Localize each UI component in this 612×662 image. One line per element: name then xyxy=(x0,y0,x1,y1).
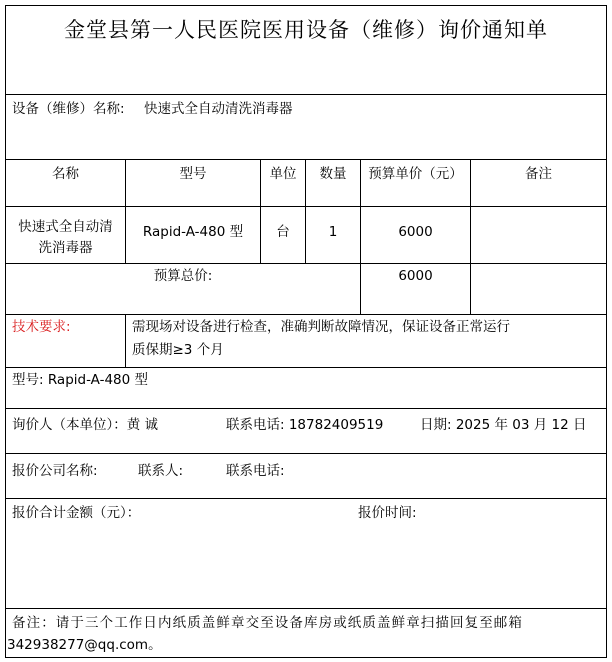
header-cell-price xyxy=(361,160,471,206)
budget-total-label-cell xyxy=(6,264,361,314)
model-row xyxy=(5,367,607,409)
inquirer-date: 日期: 2025 年 03 月 12 日 xyxy=(420,417,587,433)
equipment-name-row xyxy=(5,94,607,160)
header-cell-note xyxy=(471,160,606,206)
inquirer-label: 询价人（本单位）：黄 诚 xyxy=(12,417,159,433)
header-unit: 单位 xyxy=(269,166,297,182)
data-cell-unit xyxy=(261,207,306,263)
header-qty: 数量 xyxy=(319,166,347,182)
header-name: 名称 xyxy=(52,166,79,182)
data-cell-name xyxy=(6,207,126,263)
remark-line-1: 备注：请于三个工作日内纸质盖鲜章交至设备库房或纸质盖鲜章扫描回复至邮箱 xyxy=(12,615,523,631)
quote-time-label: 报价时间: xyxy=(358,505,417,521)
header-cell-qty xyxy=(306,160,361,206)
item-unit: 台 xyxy=(276,224,290,240)
remark-line-2: 342938277@qq.com。 xyxy=(7,637,162,653)
item-name: 快速式全自动清洗消毒器 xyxy=(18,219,113,256)
tech-label: 技术要求: xyxy=(12,319,71,335)
item-price: 6000 xyxy=(398,224,433,240)
item-qty: 1 xyxy=(328,224,338,240)
quote-amount-row xyxy=(5,498,607,609)
model-line: 型号: Rapid-A-480 型 xyxy=(12,372,149,388)
data-cell-model xyxy=(126,207,261,263)
header-cell-unit xyxy=(261,160,306,206)
header-model: 型号 xyxy=(179,166,207,182)
quote-company-label: 报价公司名称: xyxy=(12,463,98,479)
tech-line-2: 质保期≥3 个月 xyxy=(132,342,224,358)
tech-content-cell xyxy=(126,315,606,367)
quote-contact-label: 联系人: xyxy=(138,463,184,479)
budget-total-value: 6000 xyxy=(398,268,433,284)
form-title: 金堂县第一人民医院医用设备（维修）询价通知单 xyxy=(64,18,548,42)
inquiry-form xyxy=(5,5,607,658)
tech-line-1: 需现场对设备进行检查，准确判断故障情况，保证设备正常运行 xyxy=(132,319,510,335)
quote-company-row xyxy=(5,453,607,499)
item-model: Rapid-A-480 型 xyxy=(142,224,244,240)
quote-amount-label: 报价合计金额（元）： xyxy=(12,505,141,521)
tech-label-cell xyxy=(6,315,126,367)
data-cell-price xyxy=(361,207,471,263)
data-cell-qty xyxy=(306,207,361,263)
tech-requirements-row xyxy=(5,314,607,368)
title-row xyxy=(5,5,607,95)
inquirer-row xyxy=(5,408,607,454)
table-header-row xyxy=(5,159,607,207)
data-cell-note xyxy=(471,207,606,263)
equipment-name-value: 快速式全自动清洗消毒器 xyxy=(144,101,293,117)
header-cell-model xyxy=(126,160,261,206)
inquirer-phone: 联系电话: 18782409519 xyxy=(226,417,384,433)
equipment-name-label: 设备（维修）名称: xyxy=(12,101,125,117)
budget-total-label: 预算总价: xyxy=(153,268,213,284)
budget-total-empty-cell xyxy=(471,264,606,314)
table-data-row xyxy=(5,206,607,264)
header-price: 预算单价（元） xyxy=(368,166,463,182)
remark-row xyxy=(5,608,607,658)
budget-total-row xyxy=(5,263,607,315)
budget-total-value-cell xyxy=(361,264,471,314)
header-note: 备注 xyxy=(525,166,552,182)
header-cell-name xyxy=(6,160,126,206)
quote-phone-label: 联系电话: xyxy=(226,463,285,479)
